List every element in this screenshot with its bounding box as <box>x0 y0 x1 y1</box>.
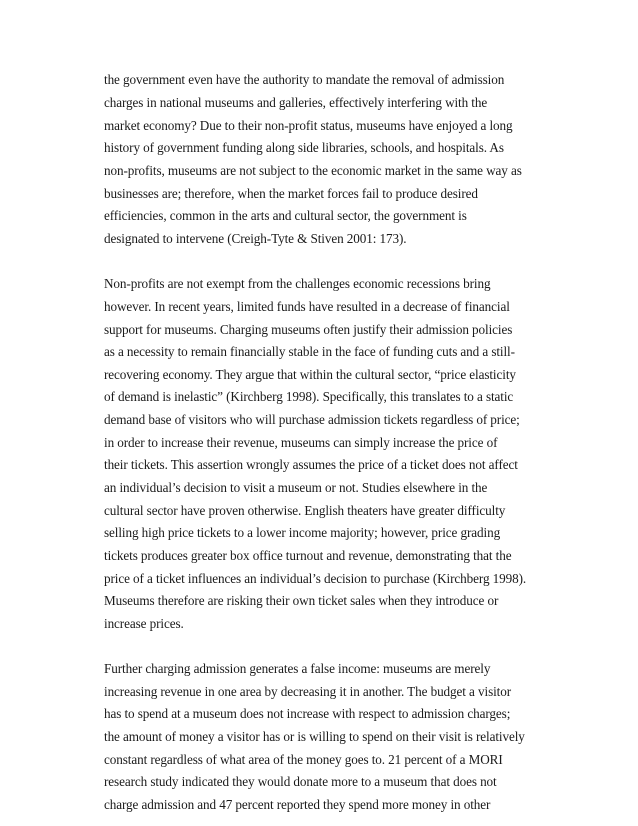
paragraph-2-line-1: Non-profits are not exempt from the challenges economic recessions bring <box>104 276 491 291</box>
paragraph-2-line-5: recovering economy. They argue that within the cultural sector, “price elasticity <box>104 367 516 382</box>
paragraph-1-line-4: history of government funding along side libraries, schools, and hospitals. As <box>104 140 504 155</box>
paragraph-3-line-5: constant regardless of what area of the money goes to. 21 percent of a MORI <box>104 752 503 767</box>
paragraph-2-line-7: demand base of visitors who will purchase admission tickets regardless of price; <box>104 412 520 427</box>
paragraph-2-line-13: tickets produces greater box office turnout and revenue, demonstrating that the <box>104 548 512 563</box>
paragraph-3-line-7: charge admission and 47 percent reported they spend more money in other <box>104 797 491 812</box>
paragraph-2-line-15: Museums therefore are risking their own ticket sales when they introduce or <box>104 593 499 608</box>
paragraph-2-line-12: selling high price tickets to a lower income majority; however, price grading <box>104 525 501 540</box>
paragraph-2-line-9: their tickets. This assertion wrongly assumes the price of a ticket does not affect <box>104 457 518 472</box>
paragraph-3-line-6: research study indicated they would donate more to a museum that does not <box>104 774 497 789</box>
paragraph-1-line-8: designated to intervene (Creigh-Tyte & Stiven 2001: 173). <box>104 231 407 246</box>
paragraph-2-line-6: of demand is inelastic” (Kirchberg 1998). Specifically, this translates to a static <box>104 389 514 404</box>
paragraph-1-line-6: businesses are; therefore, when the market forces fail to produce desired <box>104 186 478 201</box>
paragraph-3-line-4: the amount of money a visitor has or is willing to spend on their visit is relatively <box>104 729 525 744</box>
paragraph-1-line-7: efficiencies, common in the arts and cultural sector, the government is <box>104 208 467 223</box>
paragraph-1-line-3: market economy? Due to their non-profit status, museums have enjoyed a long <box>104 118 513 133</box>
paragraph-2-line-3: support for museums. Charging museums often justify their admission policies <box>104 322 513 337</box>
paragraph-2-line-10: an individual’s decision to visit a museum or not. Studies elsewhere in the <box>104 480 488 495</box>
paragraph-2-line-8: in order to increase their revenue, museums can simply increase the price of <box>104 435 498 450</box>
paragraph-1-line-2: charges in national museums and galleries, effectively interfering with the <box>104 95 488 110</box>
paragraph-1-line-5: non-profits, museums are not subject to the economic market in the same way as <box>104 163 522 178</box>
paragraph-3-line-2: increasing revenue in one area by decreasing it in another. The budget a visitor <box>104 684 512 699</box>
paragraph-2-line-14: price of a ticket influences an individual’s decision to purchase (Kirchberg 1998). <box>104 571 527 586</box>
paragraph-3-line-3: has to spend at a museum does not increase with respect to admission charges; <box>104 706 511 721</box>
paragraph-2-line-4: as a necessity to remain financially stable in the face of funding cuts and a still- <box>104 344 515 359</box>
paragraph-2-line-11: cultural sector have proven otherwise. English theaters have greater difficulty <box>104 503 506 518</box>
paragraph-2-line-2: however. In recent years, limited funds have resulted in a decrease of financial <box>104 299 510 314</box>
paragraph-3-line-1: Further charging admission generates a false income: museums are merely <box>104 661 491 676</box>
paragraph-1-line-1: the government even have the authority to mandate the removal of admission <box>104 72 505 87</box>
paragraph-2-line-16: increase prices. <box>104 616 184 631</box>
